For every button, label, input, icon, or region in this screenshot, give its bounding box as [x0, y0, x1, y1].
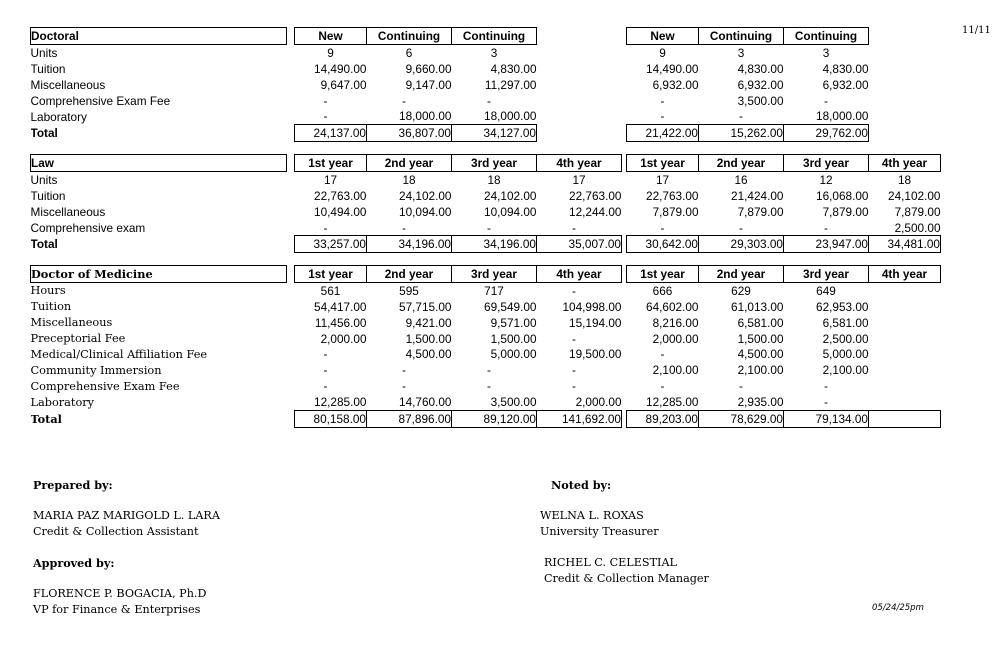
- value-cell: [869, 346, 941, 362]
- column-header: 4th year: [537, 155, 622, 172]
- value-cell: -: [323, 363, 328, 378]
- spacer-cell: [287, 108, 295, 124]
- value-cell: 18: [487, 172, 501, 187]
- value-cell: 561: [320, 283, 341, 298]
- value-cell: -: [824, 93, 828, 108]
- total-row: [31, 411, 941, 428]
- value-cell: 24,102.00: [484, 188, 537, 203]
- value-cell: 79,134.00: [784, 411, 869, 428]
- value-cell: -: [572, 379, 576, 394]
- value-cell: -: [323, 347, 328, 362]
- value-cell: 10,494.00: [314, 204, 367, 219]
- spacer-cell: [287, 171, 295, 187]
- fee-row: [31, 44, 941, 60]
- value-cell: 141,692.00: [537, 411, 622, 428]
- value-cell: 11,456.00: [314, 315, 367, 330]
- value-cell: 6: [405, 45, 413, 60]
- value-cell: -: [824, 395, 828, 410]
- value-cell: 16: [734, 172, 748, 187]
- value-cell: [869, 378, 941, 394]
- value-cell: 9,571.00: [490, 315, 537, 330]
- value-cell: -: [660, 220, 665, 235]
- value-cell: -: [572, 220, 576, 235]
- column-header: 1st year: [627, 155, 699, 172]
- fee-row: [31, 282, 941, 298]
- value-cell: 9: [659, 45, 666, 60]
- value-cell: -: [660, 379, 665, 394]
- page-number: 11/11: [962, 25, 991, 36]
- value-cell: 62,953.00: [816, 299, 869, 314]
- value-cell: 7,879.00: [894, 204, 941, 219]
- value-cell: 4,500.00: [737, 347, 784, 362]
- row-label: Tuition: [30, 300, 72, 314]
- empty-cell: [537, 108, 622, 124]
- column-header: 4th year: [869, 155, 941, 172]
- column-header: Continuing: [784, 28, 869, 45]
- value-cell: 4,830.00: [737, 61, 784, 76]
- value-cell: 3: [822, 45, 830, 60]
- value-cell: 7,879.00: [737, 204, 784, 219]
- spacer-cell: [287, 378, 295, 394]
- noted-by-name: WELNA L. ROXAS: [540, 509, 644, 522]
- empty-cell: [537, 44, 622, 60]
- value-cell: 666: [652, 283, 673, 298]
- value-cell: [869, 315, 941, 331]
- row-label: Total: [30, 126, 58, 141]
- prepared-by-block: [33, 477, 113, 493]
- value-cell: 10,094.00: [484, 204, 537, 219]
- header-row: [31, 155, 941, 172]
- value-cell: 19,500.00: [569, 347, 622, 362]
- header-row: [31, 28, 941, 45]
- header-row: [31, 266, 941, 283]
- value-cell: 34,196.00: [367, 236, 452, 253]
- column-header: Continuing: [699, 28, 784, 45]
- value-cell: -: [572, 331, 576, 346]
- spacer-cell: [287, 331, 295, 347]
- value-cell: -: [824, 220, 828, 235]
- value-cell: 6,932.00: [737, 77, 784, 92]
- prepared-by-label: Prepared by:: [33, 478, 113, 492]
- empty-cell: [869, 61, 941, 77]
- row-label: Miscellaneous: [30, 316, 113, 330]
- empty-cell: [537, 93, 622, 109]
- value-cell: 21,422.00: [627, 125, 699, 142]
- column-header: 2nd year: [367, 266, 452, 283]
- value-cell: 18: [402, 172, 416, 187]
- manager-signatory: [544, 555, 709, 587]
- total-row: [31, 236, 941, 253]
- value-cell: 16,068.00: [816, 188, 869, 203]
- value-cell: 18,000.00: [399, 109, 452, 124]
- column-header: 1st year: [295, 155, 367, 172]
- value-cell: 22,763.00: [569, 188, 622, 203]
- column-header: 3rd year: [784, 155, 869, 172]
- prepared-by-name: MARIA PAZ MARIGOLD L. LARA: [33, 509, 220, 522]
- value-cell: 12,285.00: [646, 395, 699, 410]
- row-label: Tuition: [30, 188, 66, 203]
- fee-row: [31, 77, 941, 93]
- fee-row: [31, 331, 941, 347]
- value-cell: [869, 282, 941, 298]
- value-cell: 87,896.00: [367, 411, 452, 428]
- value-cell: 6,581.00: [737, 315, 784, 330]
- value-cell: 64,602.00: [646, 299, 699, 314]
- fee-row: [31, 378, 941, 394]
- value-cell: 3,500.00: [490, 395, 537, 410]
- fee-row: [31, 299, 941, 315]
- value-cell: 89,203.00: [627, 411, 699, 428]
- spacer-cell: [287, 346, 295, 362]
- spacer-cell: [287, 125, 295, 142]
- value-cell: 80,158.00: [295, 411, 367, 428]
- value-cell: 9,147.00: [405, 77, 452, 92]
- value-cell: -: [660, 93, 665, 108]
- value-cell: 18,000.00: [816, 109, 869, 124]
- value-cell: [869, 394, 941, 410]
- value-cell: -: [824, 379, 828, 394]
- column-header: 2nd year: [699, 155, 784, 172]
- value-cell: 17: [655, 172, 670, 187]
- fee-row: [31, 108, 941, 124]
- value-cell: 15,262.00: [699, 125, 784, 142]
- row-label: Comprehensive exam: [30, 220, 146, 235]
- fee-row: [31, 315, 941, 331]
- empty-header-cell: [537, 28, 622, 45]
- law-fee-table: [30, 154, 941, 253]
- value-cell: 3: [490, 45, 498, 60]
- value-cell: 2,500.00: [822, 331, 869, 346]
- value-cell: 9,421.00: [405, 315, 452, 330]
- empty-cell: [869, 77, 941, 93]
- row-label: Comprehensive Exam Fee: [30, 379, 180, 393]
- column-header: 2nd year: [699, 266, 784, 283]
- row-label: Laboratory: [30, 395, 95, 409]
- value-cell: 57,715.00: [399, 299, 452, 314]
- value-cell: 9,660.00: [405, 61, 452, 76]
- approved-by-title: VP for Finance & Enterprises: [33, 603, 201, 616]
- fee-row: [31, 171, 941, 187]
- doctoral-fee-table: [30, 27, 941, 142]
- spacer-cell: [287, 411, 295, 428]
- manager-title: Credit & Collection Manager: [544, 572, 709, 585]
- value-cell: 595: [399, 283, 419, 298]
- empty-cell: [869, 125, 941, 142]
- value-cell: 34,127.00: [452, 125, 537, 142]
- noted-by-title: University Treasurer: [540, 525, 659, 538]
- spacer-cell: [287, 220, 295, 236]
- value-cell: 22,763.00: [314, 188, 367, 203]
- empty-cell: [869, 93, 941, 109]
- value-cell: -: [739, 379, 743, 394]
- value-cell: -: [660, 109, 665, 124]
- value-cell: 24,102.00: [399, 188, 452, 203]
- value-cell: 29,762.00: [784, 125, 869, 142]
- column-header: 3rd year: [452, 266, 537, 283]
- column-header: 4th year: [869, 266, 941, 283]
- value-cell: 5,000.00: [490, 347, 537, 362]
- spacer-cell: [287, 93, 295, 109]
- fee-row: [31, 362, 941, 378]
- value-cell: 4,500.00: [405, 347, 452, 362]
- row-label: Miscellaneous: [30, 77, 106, 92]
- spacer-cell: [287, 394, 295, 410]
- value-cell: 6,932.00: [822, 77, 869, 92]
- value-cell: 1,500.00: [405, 331, 452, 346]
- empty-cell: [869, 108, 941, 124]
- value-cell: 36,807.00: [367, 125, 452, 142]
- row-label: Medical/Clinical Affiliation Fee: [30, 347, 208, 361]
- row-label: Community Immersion: [30, 363, 162, 377]
- spacer-cell: [287, 362, 295, 378]
- value-cell: 6,581.00: [822, 315, 869, 330]
- value-cell: [869, 362, 941, 378]
- value-cell: 18: [897, 172, 912, 187]
- prepared-by-signatory: [33, 508, 220, 540]
- empty-cell: [869, 44, 941, 60]
- value-cell: 2,500.00: [894, 220, 941, 235]
- value-cell: 17: [572, 172, 586, 187]
- fee-row: [31, 61, 941, 77]
- value-cell: -: [402, 93, 406, 108]
- value-cell: 33,257.00: [295, 236, 367, 253]
- empty-header-cell: [869, 28, 941, 45]
- row-label: Preceptorial Fee: [30, 332, 126, 345]
- manager-name: RICHEL C. CELESTIAL: [544, 556, 677, 569]
- section-title: Doctoral: [31, 28, 287, 45]
- column-header: New: [295, 28, 367, 45]
- value-cell: 61,013.00: [731, 299, 784, 314]
- row-label: Units: [30, 45, 58, 60]
- spacer-cell: [287, 204, 295, 220]
- value-cell: 2,000.00: [320, 331, 367, 346]
- value-cell: -: [487, 93, 491, 108]
- column-header: 1st year: [627, 266, 699, 283]
- row-label: Tuition: [30, 61, 66, 76]
- noted-by-signatory: [540, 508, 659, 540]
- row-label: Total: [30, 411, 62, 426]
- approved-by-block: [33, 555, 114, 571]
- value-cell: 15,194.00: [569, 315, 622, 330]
- value-cell: 22,763.00: [646, 188, 699, 203]
- value-cell: 2,935.00: [737, 395, 784, 410]
- value-cell: -: [487, 379, 491, 394]
- value-cell: 5,000.00: [822, 347, 869, 362]
- row-label: Units: [30, 172, 58, 187]
- value-cell: -: [323, 93, 328, 108]
- value-cell: 24,102.00: [888, 188, 941, 203]
- approved-by-name: FLORENCE P. BOGACIA, Ph.D: [33, 587, 207, 600]
- spacer-cell: [287, 315, 295, 331]
- spacer-cell: [287, 61, 295, 77]
- fee-row: [31, 394, 941, 410]
- approved-by-label: Approved by:: [33, 556, 115, 570]
- fee-row: [31, 188, 941, 204]
- value-cell: -: [323, 220, 328, 235]
- spacer-cell: [287, 282, 295, 298]
- value-cell: 649: [816, 283, 836, 298]
- noted-by-label: Noted by:: [551, 478, 612, 492]
- value-cell: 2,100.00: [737, 363, 784, 378]
- value-cell: 9: [327, 45, 334, 60]
- value-cell: 2,100.00: [652, 363, 699, 378]
- column-header: Continuing: [367, 28, 452, 45]
- spacer-cell: [287, 44, 295, 60]
- value-cell: 54,417.00: [314, 299, 367, 314]
- prepared-by-title: Credit & Collection Assistant: [33, 525, 199, 538]
- value-cell: 34,481.00: [869, 236, 941, 253]
- value-cell: [869, 299, 941, 315]
- value-cell: 4,830.00: [822, 61, 869, 76]
- value-cell: 17: [323, 172, 338, 187]
- value-cell: -: [402, 220, 406, 235]
- value-cell: -: [402, 379, 406, 394]
- spacer-cell: [287, 236, 295, 253]
- column-header: 3rd year: [784, 266, 869, 283]
- row-label: Miscellaneous: [30, 204, 106, 219]
- spacer-cell: [287, 155, 295, 172]
- value-cell: -: [323, 379, 328, 394]
- value-cell: 12,244.00: [569, 204, 622, 219]
- value-cell: 23,947.00: [784, 236, 869, 253]
- value-cell: 14,490.00: [646, 61, 699, 76]
- spacer-cell: [287, 266, 295, 283]
- value-cell: 2,100.00: [822, 363, 869, 378]
- value-cell: -: [660, 347, 665, 362]
- row-label: Comprehensive Exam Fee: [30, 93, 171, 108]
- value-cell: 78,629.00: [699, 411, 784, 428]
- column-header: 1st year: [295, 266, 367, 283]
- value-cell: 2,000.00: [652, 331, 699, 346]
- value-cell: 3: [737, 45, 745, 60]
- value-cell: 14,760.00: [399, 395, 452, 410]
- spacer-cell: [287, 28, 295, 45]
- value-cell: [869, 411, 941, 428]
- value-cell: 2,000.00: [575, 395, 622, 410]
- value-cell: 35,007.00: [537, 236, 622, 253]
- value-cell: 10,094.00: [399, 204, 452, 219]
- value-cell: 21,424.00: [731, 188, 784, 203]
- value-cell: 3,500.00: [737, 93, 784, 108]
- value-cell: 7,879.00: [652, 204, 699, 219]
- value-cell: -: [487, 220, 491, 235]
- value-cell: 104,998.00: [562, 299, 622, 314]
- value-cell: 12: [819, 172, 833, 187]
- value-cell: 34,196.00: [452, 236, 537, 253]
- value-cell: 1,500.00: [490, 331, 537, 346]
- value-cell: -: [572, 283, 576, 298]
- value-cell: 18,000.00: [484, 109, 537, 124]
- value-cell: 24,137.00: [295, 125, 367, 142]
- value-cell: 8,216.00: [652, 315, 699, 330]
- value-cell: 9,647.00: [320, 77, 367, 92]
- empty-cell: [537, 77, 622, 93]
- value-cell: 7,879.00: [822, 204, 869, 219]
- value-cell: -: [739, 220, 743, 235]
- fee-row: [31, 204, 941, 220]
- value-cell: 717: [484, 283, 504, 298]
- fee-row: [31, 220, 941, 236]
- spacer-cell: [287, 77, 295, 93]
- row-label: Laboratory: [30, 109, 87, 124]
- value-cell: 6,932.00: [652, 77, 699, 92]
- handwritten-date: 05/24/25pm: [872, 603, 924, 613]
- column-header: Continuing: [452, 28, 537, 45]
- empty-cell: [537, 61, 622, 77]
- value-cell: -: [487, 363, 491, 378]
- column-header: 2nd year: [367, 155, 452, 172]
- spacer-cell: [287, 188, 295, 204]
- column-header: New: [627, 28, 699, 45]
- value-cell: 12,285.00: [314, 395, 367, 410]
- row-label: Hours: [30, 284, 66, 298]
- value-cell: 1,500.00: [737, 331, 784, 346]
- row-label: Total: [30, 237, 58, 252]
- value-cell: 29,303.00: [699, 236, 784, 253]
- noted-by-block: [551, 477, 611, 493]
- section-title: Law: [31, 155, 287, 172]
- spacer-cell: [287, 299, 295, 315]
- column-header: 3rd year: [452, 155, 537, 172]
- medicine-fee-table: [30, 265, 941, 428]
- value-cell: 89,120.00: [452, 411, 537, 428]
- column-header: 4th year: [537, 266, 622, 283]
- value-cell: -: [739, 109, 743, 124]
- value-cell: 69,549.00: [484, 299, 537, 314]
- value-cell: 11,297.00: [484, 77, 537, 92]
- fee-row: [31, 93, 941, 109]
- section-title: Doctor of Medicine: [31, 266, 287, 283]
- total-row: [31, 125, 941, 142]
- value-cell: -: [402, 363, 406, 378]
- value-cell: [869, 331, 941, 347]
- fee-row: [31, 346, 941, 362]
- value-cell: 629: [731, 283, 751, 298]
- value-cell: 14,490.00: [314, 61, 367, 76]
- value-cell: -: [572, 363, 576, 378]
- value-cell: 4,830.00: [490, 61, 537, 76]
- value-cell: -: [323, 109, 328, 124]
- value-cell: 30,642.00: [627, 236, 699, 253]
- approved-by-signatory: [33, 586, 206, 618]
- empty-cell: [537, 125, 622, 142]
